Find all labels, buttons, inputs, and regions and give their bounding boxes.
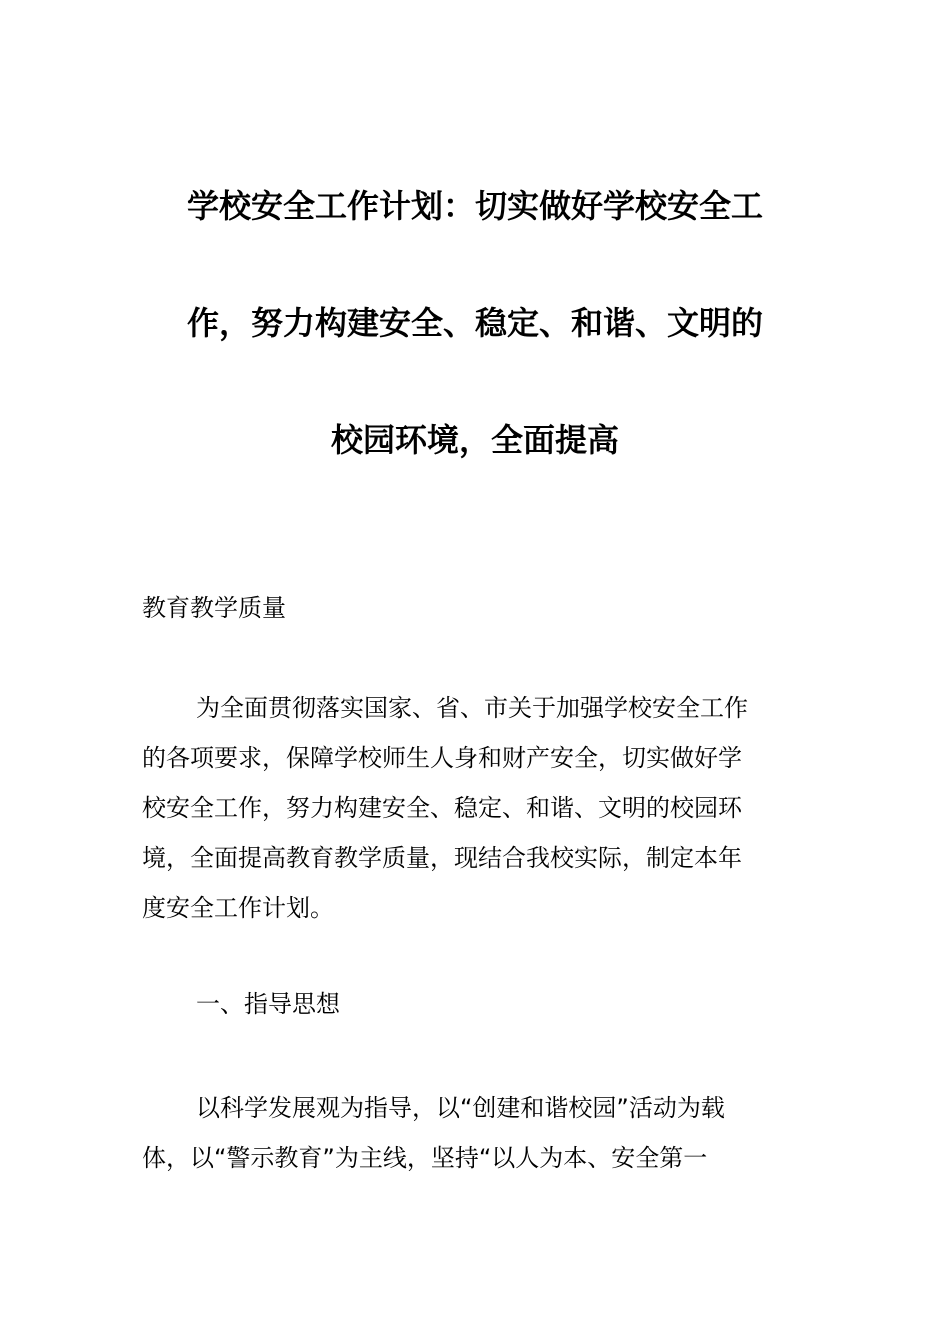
title-line: 作，努力构建安全、稳定、和谐、文明的 [186, 304, 763, 342]
paragraph-line: 的各项要求，保障学校师生人身和财产安全，切实做好学 [142, 744, 742, 772]
title-continuation: 教育教学质量 [142, 594, 286, 622]
section-paragraph [142, 1083, 810, 1183]
paragraph-line: 以科学发展观为指导，以“创建和谐校园”活动为载 [196, 1094, 725, 1122]
paragraph-line: 为全面贯彻落实国家、省、市关于加强学校安全工作 [196, 694, 748, 722]
paragraph-line: 校安全工作，努力构建安全、稳定、和谐、文明的校园环 [142, 794, 742, 822]
title-line: 学校安全工作计划：切实做好学校安全工 [186, 187, 763, 225]
title-line: 校园环境，全面提高 [330, 421, 619, 459]
paragraph-line: 度安全工作计划。 [142, 894, 334, 922]
document-title [140, 148, 810, 499]
paragraph-line: 体，以“警示教育”为主线，坚持“以人为本、安全第一 [142, 1144, 708, 1172]
section-heading: 一、指导思想 [196, 990, 340, 1018]
intro-paragraph [142, 683, 810, 933]
paragraph-line: 境，全面提高教育教学质量，现结合我校实际，制定本年 [142, 844, 742, 872]
